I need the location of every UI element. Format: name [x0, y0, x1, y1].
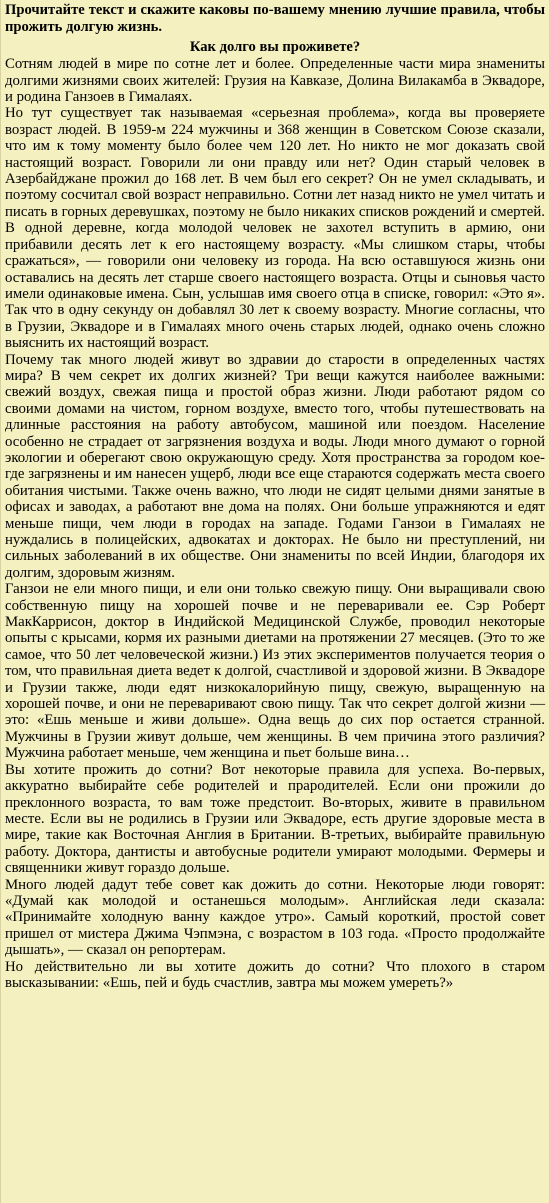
text-title: Как долго вы проживете?: [189, 38, 361, 55]
paragraph-2: Но тут существует так называемая «серьезная проблема», когда вы проверяете возраст людей. В 1959-м 224 мужчины и 368 женщин в Советском Союзе сказали, что им к тому моменту было более чем 120 лет. Но никто не мог доказать свой настоящий возраст. Говорили ли они правду или нет? Один старый человек в Азербайджане прожил до 168 лет. В чем был его секрет? Он не умел складывать, и поэтому сосчитал свой возраст неправильно. Сотни лет назад никто не умел читать и писать в горных деревушках, поэтому не было никаких списков рождений и смертей. В одной деревне, когда молодой человек не захотел вступить в армию, они прибавили десять лет к его настоящему возрасту. «Мы слишком стары, чтобы сражаться», — говорили они человеку из города. На всю оставшуюся жизнь они оставались на десять лет старше своего настоящего возраста. Отцы и сыновья часто имели одинаковые имена. Сын, услышав имя своего отца в списке, говорил: «Это я». Так что в одну секунду он добавлял 30 лет к своему возрасту. Многие согласны, что в Грузии, Эквадоре и в Гималаях много очень старых людей, однако очень сложно выяснить их настоящий возраст.: [5, 105, 545, 352]
paragraph-3: Почему так много людей живут во здравии до старости в определенных частях мира? В чем секрет их долгих жизней? Три вещи кажутся наиболее важными: свежий воздух, свежая пища и простой образ жизни. Люди работают рядом со своими домами на чистом, горном воздухе, вместо того, чтобы путешествовать на длинные расстояния на работу автобусом, машиной или поездом. Население особенно не страдает от загрязнения воздуха и воды. Люди много думают о горной экологии и оберегают свою окружающую среду. Хотя пространства за городом кое-где загрязнены и им нанесен ущерб, люди все еще стараются содержать места своего обитания чистыми. Также очень важно, что люди не сидят целыми днями занятые в офисах и заводах, а работают вне дома на полях. Они больше упражняются и едят меньше пищи, чем люди в городах на западе. Годами Ганзои в Гималаях не нуждались в полицейских, адвокатах и докторах. Не было ни преступлений, ни сильных заболеваний в их обществе. Они знамениты по всей Индии, благодоря их долгим, здоровым жизням.: [5, 351, 545, 581]
paragraph-4: Ганзои не ели много пищи, и ели они только свежую пищу. Они выращивали свою собственную пищу на хорошей почве и не переваривали ее. Сэр Роберт МакКаррисон, доктор в Индийской Медицинской Службе, проводил некоторые опыты с крысами, кормя их разными диетами на протяжении 27 месяцев. (Это то же самое, что 50 лет человеческой жизни.) Из этих экспериментов получается теория о том, что правильная диета ведет к долгой, счастливой и здоровой жизни. В Эквадоре и Грузии также, люди едят низкокалорийную пищу, свежую, выращенную на хорошей почве, и они не переваривают свою пищу. Так что секрет долгой жизни — это: «Ешь меньше и живи дольше». Одна вещь до сих пор остается странной. Мужчины в Грузии живут дольше, чем женщины. В чем причина этого различия? Мужчина работает меньше, чем женщина и пьет больше вина…: [5, 581, 545, 762]
paragraph-6: Много людей дадут тебе совет как дожить до сотни. Некоторые люди говорят: «Думай как молодой и останешься молодым». Английская леди сказала: «Принимайте холодную ванну каждое утро». Самый короткий, простой совет пришел от мистера Джима Чэпмэна, с возрастом в 103 года. «Просто продолжайте дышать», — сказал он репортерам.: [5, 876, 545, 959]
paragraph-7: Но действительно ли вы хотите дожить до сотни? Что плохого в старом высказывании: «Ешь, пей и будь счастлив, завтра мы можем умереть?»: [5, 958, 545, 991]
paragraph-1: Сотням людей в мире по сотне лет и более. Определенные части мира знамениты долгими жизнями своих жителей: Грузия на Кавказе, Долина Вилакамба в Эквадоре, и родина Ганзоев в Гималаях.: [5, 56, 545, 106]
instruction-text: Прочитайте текст и скажите каковы по-вашему мнению лучшие правила, чтобы прожить долгую жизнь.: [5, 2, 545, 36]
paragraph-5: Вы хотите прожить до сотни? Вот некоторые правила для успеха. Во-первых, аккуратно выбирайте себе родителей и прародителей. Если они прожили до преклонного возраста, то вам тоже предстоит. Во-вторых, живите в правильном месте. Если вы не родились в Грузии или Эквадоре, есть другие здоровые места в мире, такие как Восточная Англия в Британии. В-третьих, выбирайте правильную работу. Доктора, дантисты и автобусные родители умирают молодыми. Фермеры и священники живут гораздо дольше.: [5, 761, 545, 877]
